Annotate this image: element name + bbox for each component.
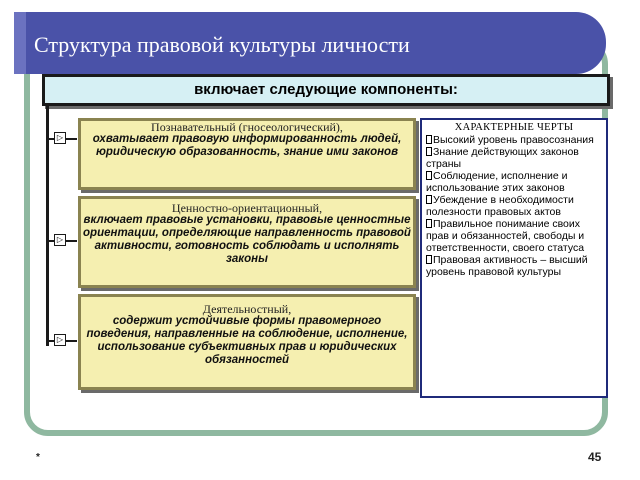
component-description: охватывает правовую информированность людей, юридическую образованность, знание ими законов [92,133,402,158]
trait-item: Соблюдение, исполнение и использование этих законов [426,170,568,194]
component-name: Деятельностный, [202,302,292,316]
page-number: 45 [588,450,602,464]
arrow-bullet-icon: ▷ [54,132,66,144]
traits-title: ХАРАКТЕРНЫЕ ЧЕРТЫ [454,122,574,133]
component-activity [78,294,416,390]
component-cognitive [78,118,416,190]
slide-title: Структура правовой культуры личности [34,32,410,57]
component-name: Познавательный (гносеологический), [151,120,343,134]
traits-box [420,118,608,398]
checkbox-bullet-icon [426,219,432,228]
checkbox-bullet-icon [426,147,432,156]
footer-marker: * [36,452,40,463]
checkbox-bullet-icon [426,195,432,204]
arrow-bullet-icon: ▷ [54,334,66,346]
component-description: содержит устойчивые формы правомерного поведения, направленные на соблюдение, исполнение, использование субъективных прав и юридических обязанностей [86,315,408,366]
trait-item: Правовая активность – высший уровень правовой культуры [426,254,588,278]
checkbox-bullet-icon [426,255,432,264]
title-bar [14,12,606,74]
checkbox-bullet-icon [426,135,432,144]
checkbox-bullet-icon [426,171,432,180]
component-value-orientation [78,196,416,288]
trait-item: Знание действующих законов страны [426,146,579,170]
component-description: включает правовые установки, правовые ценностные ориентации, определяющие направленность правовой активности, готовность соблюдать и исполнять законы [83,214,411,265]
components-header: включает следующие компоненты: [42,74,610,106]
trait-item: Высокий уровень правосознания [426,134,602,146]
arrow-bullet-icon: ▷ [54,234,66,246]
connector-line [46,106,49,346]
trait-item: Правильное понимание своих прав и обязанностей, свободы и ответственности, своего статуса [426,218,585,254]
component-name: Ценностно-ориентационный, [171,201,323,215]
trait-item: Убеждение в необходимости полезности правовых актов [426,194,574,218]
